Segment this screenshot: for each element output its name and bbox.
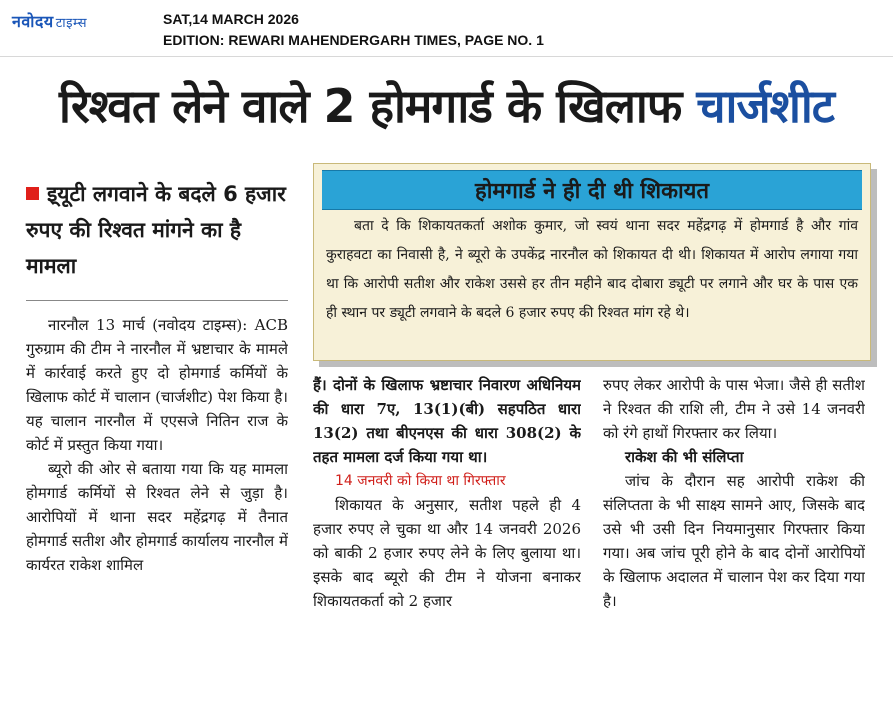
column3-para2: जांच के दौरान सह आरोपी राकेश की संलिप्तता के भी साक्ष्य सामने आए, जिसके बाद उसे भी उसी दिन नियमानुसार गिरफ्तार किया गया। अब जांच पूरी होने के बाद दोनों आरोपियों के खिलाफ अदालत में चालान पेश कर दिया गया है। (603, 472, 865, 610)
sidebar-box (313, 163, 871, 361)
headline-highlight: चार्जशीट (696, 79, 834, 133)
column2-para1: हैं। दोनों के खिलाफ भ्रष्टाचार निवारण अधिनियम की धारा 7ए, 13(1)(बी) सहपठित धारा 13(2) तथा बीएनएस की धारा 308(2) के तहत मामला दर्ज किया गया था। (313, 376, 581, 466)
column2-subheading: 14 जनवरी को किया था गिरफ्तार (335, 473, 506, 489)
red-bullet-icon (26, 187, 39, 200)
column3-subheading: राकेश की भी संलिप्ता (625, 448, 744, 466)
sidebar-box-body (326, 212, 858, 328)
sub-headline (26, 176, 288, 284)
sidebar-box-text: बता दे कि शिकायतकर्ता अशोक कुमार, जो स्वयं थाना सदर महेंद्रगढ़ में होमगार्ड है और गांव कुराहवटा का निवासी है, ने ब्यूरो के उपकेंद्र नारनौल को शिकायत दी थी। शिकायत में आरोप लगाया गया था कि आरोपी सतीश और राकेश उससे हर तीन महीने बाद दोबारा ड्यूटी पर लगाने और घर के पास एक ही स्थान पर ड्यूटी लगवाने के बदले 6 हजार रुपए की रिश्वत मांग रहे थे। (326, 218, 858, 321)
edition-info: EDITION: REWARI MAHENDERGARH TIMES, PAGE NO. 1 (163, 32, 544, 48)
headline-text: रिश्वत लेने वाले 2 होमगार्ड के खिलाफ (59, 79, 682, 133)
article-column-3 (603, 373, 865, 703)
divider (26, 300, 288, 301)
sub-headline-text: इ्यूटी लगवाने के बदले 6 हजार रुपए की रिश्वत मांगने का है मामला (26, 182, 286, 278)
article-column-1 (26, 313, 288, 703)
logo-sub: टाइम्स (55, 16, 88, 31)
main-headline (0, 60, 893, 150)
column2-para2: शिकायत के अनुसार, सतीश पहले ही 4 हजार रुपए ले चुका था और 14 जनवरी 2026 को बाकी 2 हजार रुपए लेने के लिए बुलाया था। इसके बाद ब्यूरो की टीम ने योजना बनाकर शिकायतकर्ता को 2 हजार (313, 496, 581, 610)
column1-para1: नारनौल 13 मार्च (नवोदय टाइम्स): ACB गुरुग्राम की टीम ने नारनौल में भ्रष्टाचार के मामले में कार्रवाई करते हुए दो होमगार्ड कर्मियों के खिलाफ कोर्ट में चालान (चार्जशीट) पेश किया है। यह चालान नारनौल में एएसजे नितिन राज के कोर्ट में प्रस्तुत किया गया। (26, 316, 288, 454)
article-column-2 (313, 373, 581, 703)
column3-para1: रुपए लेकर आरोपी के पास भेजा। जैसे ही सतीश ने रिश्वत की राशि ली, टीम ने उसे 14 जनवरी को रंगे हाथों गिरफ्तार कर लिया। (603, 376, 865, 442)
column1-para2: ब्यूरो की ओर से बताया गया कि यह मामला होमगार्ड कर्मियों से रिश्वत लेने से जुड़ा है। आरोपियों में थाना सदर महेंद्रगढ़ में तैनात होमगार्ड सतीश और होमगार्ड कार्यालय नारनौल में कार्यरत राकेश शामिल (26, 460, 288, 574)
page-header (0, 0, 893, 57)
edition-date: SAT,14 MARCH 2026 (163, 11, 299, 27)
logo-main: नवोदय (12, 12, 54, 31)
edition-meta (163, 9, 544, 51)
sidebar-box-title: होमगार्ड ने ही दी थी शिकायत (322, 170, 862, 210)
newspaper-logo (12, 10, 87, 32)
